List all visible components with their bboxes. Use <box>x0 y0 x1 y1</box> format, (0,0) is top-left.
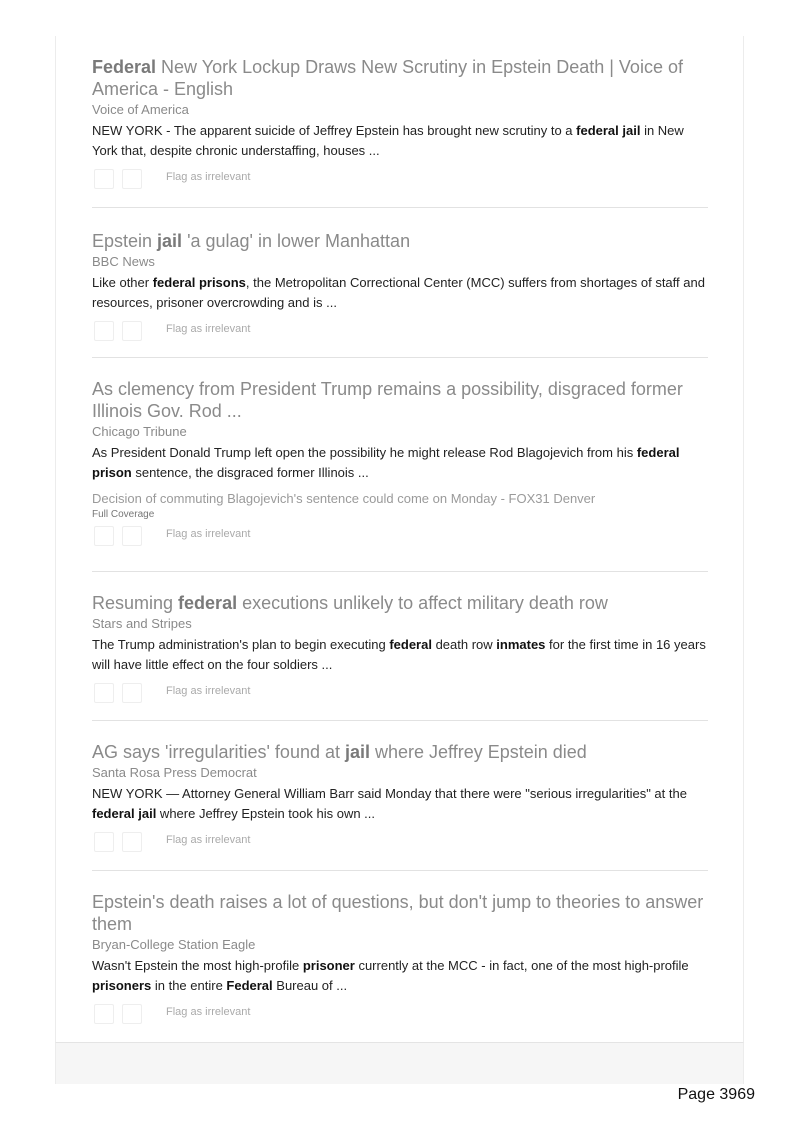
text-run: AG says 'irregularities' found at <box>92 742 345 762</box>
result-actions <box>92 683 708 705</box>
full-coverage-link[interactable]: Full Coverage <box>92 509 155 520</box>
article-title-link[interactable] <box>92 741 708 763</box>
article-snippet <box>92 273 708 313</box>
news-result <box>92 378 708 548</box>
news-result <box>92 741 708 854</box>
thumbs-up-checkbox[interactable] <box>94 832 114 852</box>
highlight-term: federal jail <box>92 806 157 821</box>
article-snippet <box>92 635 708 675</box>
result-actions <box>92 169 708 191</box>
text-run: Wasn't Epstein the most high-profile <box>92 958 303 973</box>
result-actions <box>92 321 708 343</box>
article-title-link[interactable] <box>92 592 708 614</box>
text-run: Epstein <box>92 231 158 251</box>
text-run: sentence, the disgraced former Illinois ... <box>131 465 369 480</box>
article-snippet <box>92 121 708 161</box>
flag-irrelevant-link[interactable]: Flag as irrelevant <box>166 171 251 183</box>
article-snippet <box>92 784 708 824</box>
article-source: Chicago Tribune <box>92 424 187 439</box>
related-article-link[interactable]: Decision of commuting Blagojevich's sentence could come on Monday - FOX31 Denver <box>92 491 596 506</box>
highlight-term: federal <box>178 593 238 613</box>
text-run: , the Metropolitan Correctional Center (MCC) suffers from shortages of staff and resources, prisoner overcrowding and is ... <box>92 275 705 310</box>
news-result <box>92 891 708 1026</box>
article-snippet <box>92 956 708 996</box>
result-divider <box>92 207 708 208</box>
thumbs-up-checkbox[interactable] <box>94 321 114 341</box>
thumbs-up-checkbox[interactable] <box>94 1004 114 1024</box>
text-run: NEW YORK - The apparent suicide of Jeffrey Epstein has brought new scrutiny to a <box>92 123 577 138</box>
flag-irrelevant-link[interactable]: Flag as irrelevant <box>166 1006 251 1018</box>
article-title-link[interactable] <box>92 378 708 422</box>
article-source: Bryan-College Station Eagle <box>92 937 256 952</box>
text-run: for the first time in 16 years will have little effect on the four soldiers ... <box>92 637 706 672</box>
result-actions <box>92 526 708 548</box>
result-actions <box>92 1004 708 1026</box>
highlight-term: Federal <box>226 978 273 993</box>
text-run: NEW YORK — Attorney General William Barr said Monday that there were "serious irregularities" at the <box>92 786 687 801</box>
news-result <box>92 56 708 191</box>
highlight-term: federal <box>389 637 432 652</box>
highlight-term: federal prisons <box>152 275 246 290</box>
highlight-term: federal prison <box>92 445 680 480</box>
card-footer <box>55 1042 744 1084</box>
article-source: Voice of America <box>92 102 189 117</box>
article-source: Santa Rosa Press Democrat <box>92 765 257 780</box>
highlight-term: jail <box>344 742 370 762</box>
article-source: Stars and Stripes <box>92 616 192 631</box>
text-run: where Jeffrey Epstein took his own ... <box>156 806 376 821</box>
thumbs-down-checkbox[interactable] <box>122 169 142 189</box>
text-run: New York Lockup Draws New Scrutiny in Epstein Death | Voice of America - English <box>92 57 683 99</box>
article-snippet <box>92 443 708 483</box>
text-run: where Jeffrey Epstein died <box>370 742 587 762</box>
text-run: As President Donald Trump left open the possibility he might release Rod Blagojevich from his <box>92 445 637 460</box>
text-run: executions unlikely to affect military death row <box>237 593 608 613</box>
flag-irrelevant-link[interactable]: Flag as irrelevant <box>166 323 251 335</box>
result-divider <box>92 720 708 721</box>
article-title-link[interactable] <box>92 891 708 935</box>
thumbs-down-checkbox[interactable] <box>122 683 142 703</box>
highlight-term: inmates <box>496 637 546 652</box>
text-run: Resuming <box>92 593 179 613</box>
article-title-link[interactable] <box>92 230 708 252</box>
result-divider <box>92 571 708 572</box>
text-run: Bureau of ... <box>272 978 348 993</box>
article-title-link[interactable] <box>92 56 708 100</box>
highlight-term: federal jail <box>576 123 641 138</box>
highlight-term: jail <box>157 231 183 251</box>
highlight-term: prisoner <box>302 958 355 973</box>
text-run: in the entire <box>151 978 227 993</box>
thumbs-down-checkbox[interactable] <box>122 1004 142 1024</box>
thumbs-up-checkbox[interactable] <box>94 683 114 703</box>
text-run: in New York that, despite chronic understaffing, houses ... <box>92 123 684 158</box>
news-result <box>92 230 708 343</box>
thumbs-down-checkbox[interactable] <box>122 526 142 546</box>
thumbs-up-checkbox[interactable] <box>94 526 114 546</box>
text-run: death row <box>431 637 497 652</box>
text-run: As clemency from President Trump remains a possibility, disgraced former Illinois Gov. Rod ... <box>92 379 683 421</box>
flag-irrelevant-link[interactable]: Flag as irrelevant <box>166 528 251 540</box>
text-run: The Trump administration's plan to begin executing <box>92 637 390 652</box>
highlight-term: Federal <box>92 57 157 77</box>
result-divider <box>92 870 708 871</box>
flag-irrelevant-link[interactable]: Flag as irrelevant <box>166 834 251 846</box>
result-divider <box>92 357 708 358</box>
page-number: Page 3969 <box>677 1086 755 1103</box>
news-result <box>92 592 708 705</box>
text-run: Like other <box>92 275 153 290</box>
flag-irrelevant-link[interactable]: Flag as irrelevant <box>166 685 251 697</box>
result-actions <box>92 832 708 854</box>
highlight-term: prisoners <box>92 978 152 993</box>
thumbs-up-checkbox[interactable] <box>94 169 114 189</box>
article-source: BBC News <box>92 254 155 269</box>
text-run: currently at the MCC - in fact, one of the most high-profile <box>354 958 689 973</box>
text-run: 'a gulag' in lower Manhattan <box>182 231 411 251</box>
thumbs-down-checkbox[interactable] <box>122 321 142 341</box>
thumbs-down-checkbox[interactable] <box>122 832 142 852</box>
text-run: Epstein's death raises a lot of questions, but don't jump to theories to answer them <box>92 892 704 934</box>
